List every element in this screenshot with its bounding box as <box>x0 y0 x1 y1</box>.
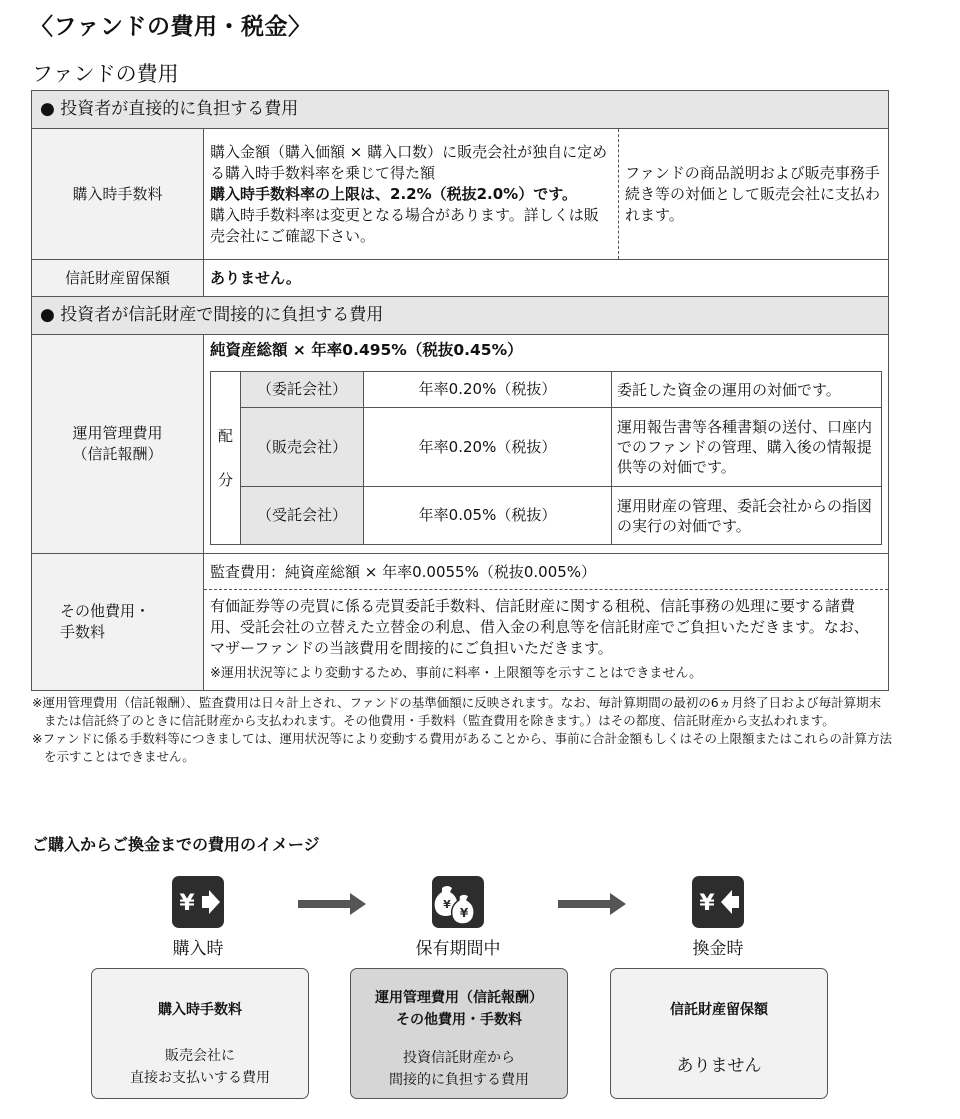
allocation-desc: 運用報告書等各種書類の送付、口座内でのファンドの管理、購入後の情報提供等の対価です。 <box>612 408 882 487</box>
retention-row <box>32 260 889 297</box>
svg-text:¥: ¥ <box>459 906 469 920</box>
allocation-party: （受託会社） <box>241 487 364 545</box>
allocation-row <box>211 408 882 487</box>
management-fee-label-1: 運用管理費用 <box>72 424 163 442</box>
card-title: 購入時手数料 <box>158 1002 242 1018</box>
card-title-2: その他費用・手数料 <box>396 1012 522 1028</box>
management-fee-label-2: （信託報酬） <box>72 445 163 463</box>
card-desc: 投資信託財産から <box>403 1050 515 1066</box>
purchase-fee-desc-1: 購入金額（購入価額 × 購入口数）に販売会社が独自に定める購入時手数料率を乗じて得た額 <box>210 142 608 182</box>
svg-text:¥: ¥ <box>179 891 195 916</box>
purchase-fee-row <box>32 129 889 260</box>
stage-label: 購入時 <box>172 939 224 959</box>
direct-cost-header: ● 投資者が直接的に負担する費用 <box>32 91 889 129</box>
allocation-row <box>211 372 882 408</box>
audit-fee: 監査費用：純資産総額 × 年率0.0055%（税抜0.005%） <box>204 554 888 590</box>
allocation-rate: 年率0.20%（税抜） <box>364 372 612 408</box>
purchase-fee-desc-2: 購入時手数料率は変更となる場合があります。詳しくは販売会社にご確認下さい。 <box>210 205 599 245</box>
purchase-fee-desc <box>204 129 619 260</box>
cost-card-holding <box>350 968 568 1099</box>
money-bags-icon <box>432 876 484 928</box>
management-fee-label <box>32 335 204 554</box>
card-desc: 直接お支払いする費用 <box>130 1070 270 1086</box>
section-title: ファンドの費用 <box>32 62 179 86</box>
other-fee-row <box>32 554 889 691</box>
page-title: 〈ファンドの費用・税金〉 <box>30 14 312 40</box>
card-title: 運用管理費用（信託報酬） <box>375 990 543 1006</box>
flow-arrow-icon <box>298 900 352 908</box>
allocation-party: （販売会社） <box>241 408 364 487</box>
allocation-table <box>210 371 882 545</box>
allocation-rate: 年率0.05%（税抜） <box>364 487 612 545</box>
indirect-cost-header: ● 投資者が信託財産で間接的に負担する費用 <box>32 297 889 335</box>
other-fee-note: ※運用状況等により変動するため、事前に料率・上限額等を示すことはできません。 <box>210 666 703 681</box>
fee-table <box>31 90 889 691</box>
footnote: ※運用管理費用（信託報酬）、監査費用は日々計上され、ファンドの基準価額に反映されます。なお、毎計算期間の最初の6ヵ月終了日および毎計算期末または信託終了のときに信託財産から支払われます。その他費用・手数料（監査費用を除きます。）はその都度、信託財産から支払われます。 <box>32 695 882 728</box>
allocation-desc: 運用財産の管理、委託会社からの指図の実行の対価です。 <box>612 487 882 545</box>
allocation-row <box>211 487 882 545</box>
flow-arrow-icon <box>558 900 612 908</box>
yen-out-icon <box>692 876 744 928</box>
allocation-party: （委託会社） <box>241 372 364 408</box>
allocation-desc: 委託した資金の運用の対価です。 <box>612 372 882 408</box>
purchase-fee-cap: 購入時手数料率の上限は、2.2%（税抜2.0%）です。 <box>210 184 578 203</box>
card-desc: 販売会社に <box>165 1048 235 1064</box>
cost-card-redemption <box>610 968 828 1099</box>
retention-label: 信託財産留保額 <box>32 260 204 297</box>
retention-value: ありません。 <box>204 260 889 297</box>
management-fee-total: 純資産総額 × 年率0.495%（税抜0.45%） <box>210 341 523 359</box>
other-fee-label <box>32 554 204 691</box>
footnote: ※ファンドに係る手数料等につきましては、運用状況等により変動する費用があることから、事前に合計金額もしくはその上限額またはこれらの計算方法を示すことはできません。 <box>32 731 892 764</box>
other-fee-label-2: 手数料 <box>60 623 106 641</box>
card-desc: 間接的に負担する費用 <box>389 1072 529 1088</box>
svg-text:¥: ¥ <box>699 891 715 916</box>
svg-text:¥: ¥ <box>443 898 451 911</box>
purchase-fee-label: 購入時手数料 <box>32 129 204 260</box>
card-desc: ありません <box>676 1056 762 1076</box>
other-fee-label-1: その他費用・ <box>60 602 151 620</box>
cost-card-purchase <box>91 968 309 1099</box>
footnotes <box>32 694 892 766</box>
allocation-rate: 年率0.20%（税抜） <box>364 408 612 487</box>
flow-title: ご購入からご換金までの費用のイメージ <box>32 835 320 854</box>
management-fee-row <box>32 335 889 554</box>
stage-label: 保有期間中 <box>415 939 501 959</box>
stage-label: 換金時 <box>692 939 744 959</box>
other-fee-desc: 有価証券等の売買に係る売買委託手数料、信託財産に関する租税、信託事務の処理に要する諸費用、受託会社の立替えた立替金の利息、借入金の利息等を信託財産でご負担いただきます。なお、マザーファンドの当該費用を間接的にご負担いただきます。 <box>210 597 869 657</box>
yen-in-icon <box>172 876 224 928</box>
allocation-label: 配 分 <box>211 372 241 545</box>
card-title: 信託財産留保額 <box>670 1002 768 1018</box>
purchase-fee-note: ファンドの商品説明および販売事務手続き等の対価として販売会社に支払われます。 <box>619 129 889 260</box>
